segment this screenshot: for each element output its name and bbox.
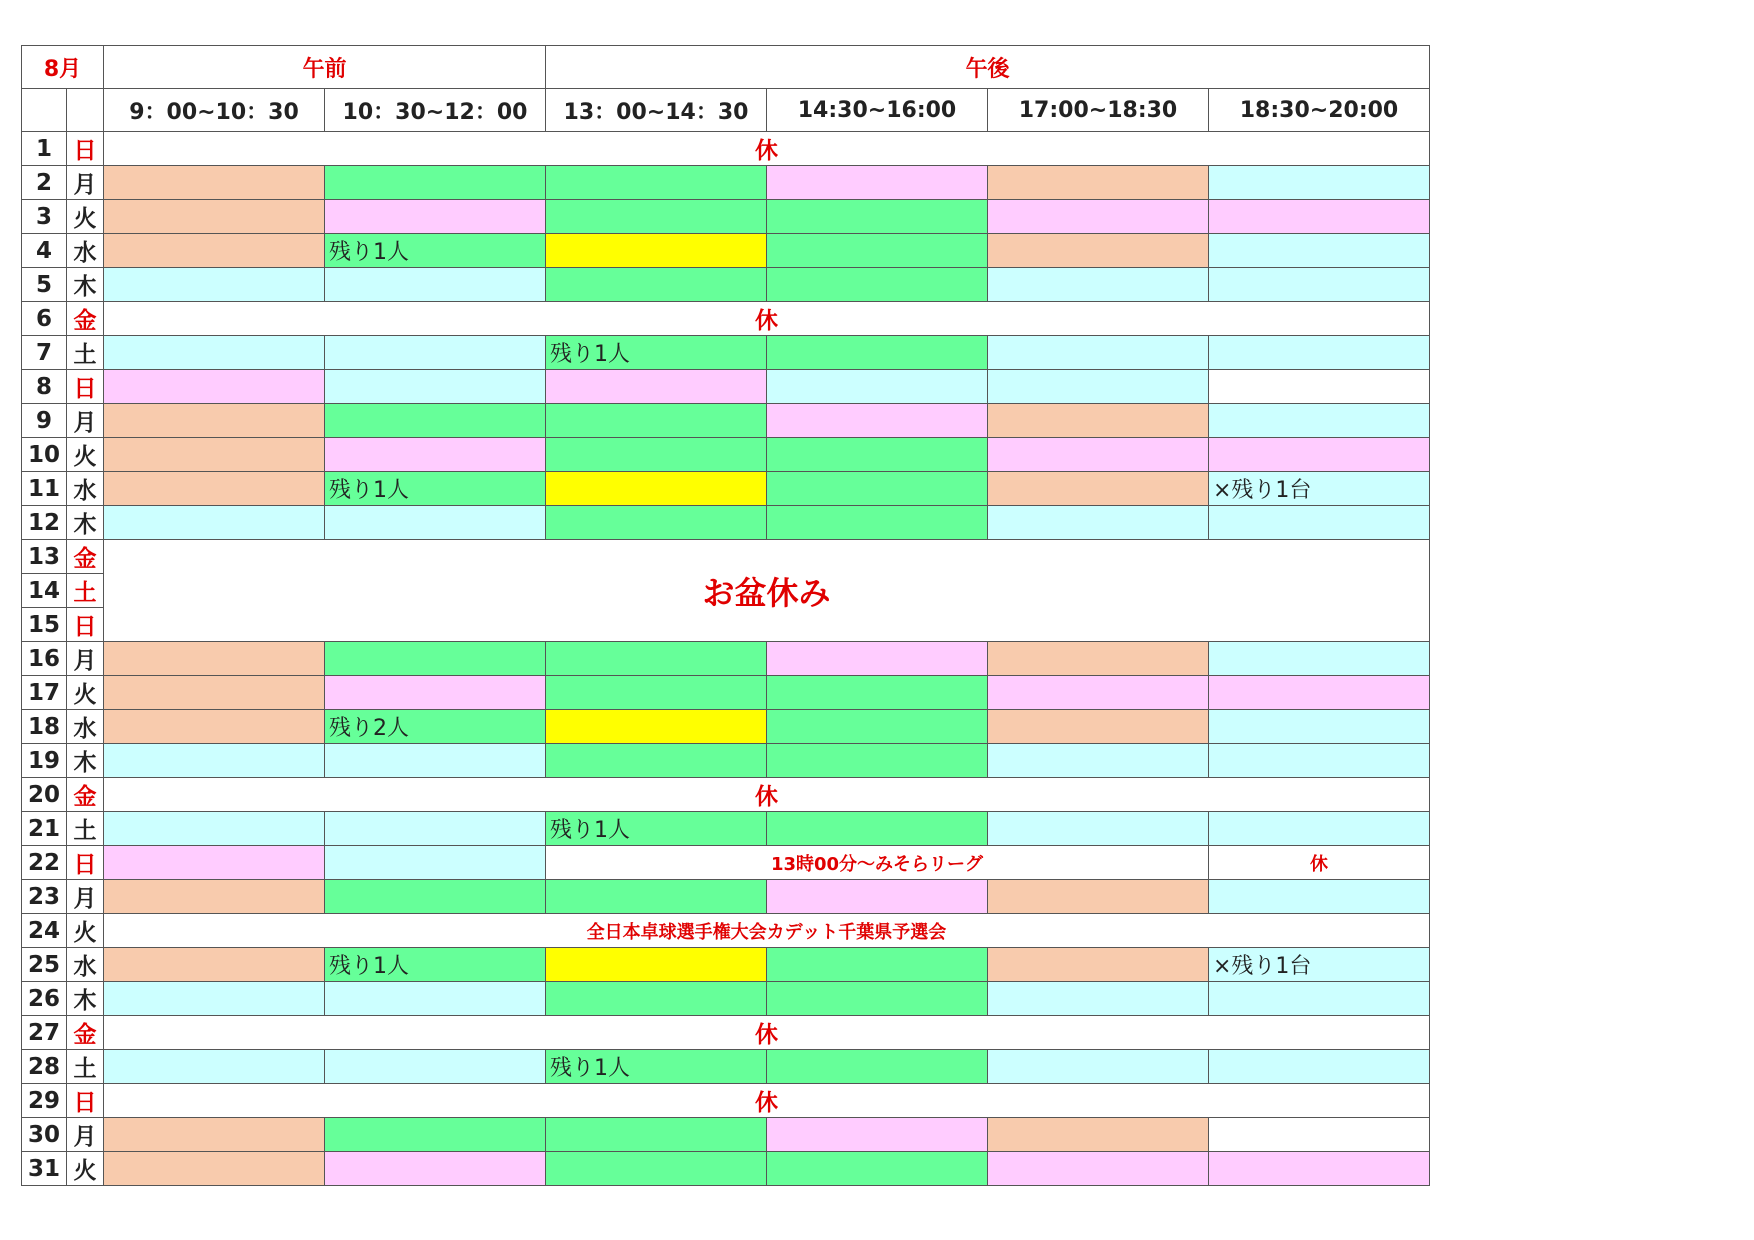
blank-header (67, 89, 104, 132)
slot-cell[interactable] (104, 642, 325, 676)
slot-cell[interactable] (988, 506, 1209, 540)
slot-header: 14:30~16:00 (767, 89, 988, 132)
day-number: 5 (22, 268, 67, 302)
day-row (22, 710, 1430, 744)
slot-cell[interactable] (325, 642, 546, 676)
slot-cell[interactable] (988, 880, 1209, 914)
slot-cell[interactable] (767, 166, 988, 200)
weekday-label: 日 (67, 1084, 104, 1118)
day-number: 3 (22, 200, 67, 234)
slot-cell[interactable] (988, 1050, 1209, 1084)
day-row (22, 744, 1430, 778)
slot-cell[interactable] (767, 472, 988, 506)
slot-cell[interactable] (325, 370, 546, 404)
slot-cell[interactable] (546, 1118, 767, 1152)
slot-cell[interactable] (325, 1152, 546, 1186)
slot-cell[interactable] (325, 336, 546, 370)
weekday-label: 木 (67, 506, 104, 540)
slot-cell[interactable] (767, 404, 988, 438)
closed-label: 休 (104, 1084, 1430, 1118)
slot-cell[interactable] (767, 268, 988, 302)
day-number: 15 (22, 608, 67, 642)
day-number: 4 (22, 234, 67, 268)
day-row (22, 336, 1430, 370)
slot-cell[interactable] (988, 676, 1209, 710)
slot-cell[interactable] (104, 710, 325, 744)
slot-cell[interactable] (1209, 404, 1430, 438)
day-row (22, 1050, 1430, 1084)
slot-cell[interactable] (767, 1152, 988, 1186)
weekday-label: 月 (67, 166, 104, 200)
day-number: 26 (22, 982, 67, 1016)
slot-cell[interactable] (1209, 744, 1430, 778)
slot-cell[interactable] (988, 404, 1209, 438)
day-number: 14 (22, 574, 67, 608)
slot-cell[interactable] (104, 880, 325, 914)
slot-cell[interactable] (104, 744, 325, 778)
slot-cell[interactable] (546, 642, 767, 676)
slot-cell[interactable] (104, 846, 325, 880)
slot-cell[interactable] (104, 404, 325, 438)
day-number: 31 (22, 1152, 67, 1186)
slot-cell[interactable] (988, 200, 1209, 234)
slot-cell[interactable] (767, 982, 988, 1016)
day-row (22, 268, 1430, 302)
slot-cell[interactable]: 残り2人 (325, 710, 546, 744)
weekday-label: 土 (67, 1050, 104, 1084)
day-number: 11 (22, 472, 67, 506)
day-number: 24 (22, 914, 67, 948)
slot-cell[interactable] (104, 472, 325, 506)
day-row (22, 812, 1430, 846)
slot-cell[interactable] (325, 438, 546, 472)
day-row (22, 914, 1430, 948)
slot-cell[interactable] (325, 812, 546, 846)
slot-cell[interactable] (546, 438, 767, 472)
day-number: 2 (22, 166, 67, 200)
slot-header: 10：30~12：00 (325, 89, 546, 132)
slot-cell[interactable] (104, 1118, 325, 1152)
slot-cell[interactable] (325, 506, 546, 540)
weekday-label: 月 (67, 404, 104, 438)
month-label: 8月 (22, 46, 104, 89)
slot-cell[interactable] (104, 370, 325, 404)
slot-cell[interactable] (104, 268, 325, 302)
header-row-slots (22, 89, 1430, 132)
day-number: 6 (22, 302, 67, 336)
day-row (22, 880, 1430, 914)
slot-cell[interactable] (325, 982, 546, 1016)
slot-cell[interactable] (104, 506, 325, 540)
day-row (22, 404, 1430, 438)
day-row (22, 472, 1430, 506)
slot-cell[interactable] (546, 1152, 767, 1186)
afternoon-header: 午後 (546, 46, 1430, 89)
slot-cell[interactable] (546, 710, 767, 744)
slot-cell[interactable] (325, 1050, 546, 1084)
slot-cell[interactable] (1209, 1118, 1430, 1152)
slot-cell[interactable] (767, 676, 988, 710)
slot-cell[interactable] (1209, 268, 1430, 302)
slot-cell[interactable] (988, 268, 1209, 302)
slot-cell[interactable] (546, 744, 767, 778)
slot-cell[interactable] (325, 166, 546, 200)
day-row (22, 1118, 1430, 1152)
weekday-label: 火 (67, 200, 104, 234)
slot-cell[interactable] (104, 812, 325, 846)
slot-cell[interactable] (104, 982, 325, 1016)
slot-cell[interactable] (988, 812, 1209, 846)
event-label: 13時00分～みそらリーグ (546, 846, 1209, 880)
slot-cell[interactable] (546, 404, 767, 438)
day-row (22, 302, 1430, 336)
weekday-label: 水 (67, 234, 104, 268)
slot-cell[interactable] (1209, 1152, 1430, 1186)
weekday-label: 日 (67, 370, 104, 404)
slot-cell[interactable] (767, 1050, 988, 1084)
day-number: 13 (22, 540, 67, 574)
slot-cell[interactable] (988, 948, 1209, 982)
weekday-label: 金 (67, 778, 104, 812)
slot-cell[interactable]: 残り1人 (546, 812, 767, 846)
slot-cell[interactable] (767, 370, 988, 404)
day-number: 30 (22, 1118, 67, 1152)
slot-cell[interactable]: 残り1人 (325, 234, 546, 268)
day-row (22, 540, 1430, 574)
slot-cell[interactable] (988, 1152, 1209, 1186)
blank-header (22, 89, 67, 132)
slot-cell[interactable] (767, 812, 988, 846)
slot-cell[interactable]: ×残り1台 (1209, 948, 1430, 982)
day-row (22, 1152, 1430, 1186)
slot-cell[interactable] (1209, 506, 1430, 540)
day-row (22, 132, 1430, 166)
slot-cell[interactable]: 残り1人 (546, 1050, 767, 1084)
day-row (22, 846, 1430, 880)
weekday-label: 木 (67, 982, 104, 1016)
slot-cell[interactable] (1209, 676, 1430, 710)
slot-cell[interactable] (1209, 370, 1430, 404)
slot-cell[interactable] (104, 166, 325, 200)
slot-cell[interactable] (1209, 234, 1430, 268)
slot-cell[interactable] (325, 846, 546, 880)
day-row (22, 1016, 1430, 1050)
day-number: 20 (22, 778, 67, 812)
weekday-label: 水 (67, 710, 104, 744)
slot-cell[interactable] (767, 710, 988, 744)
header-row-periods (22, 46, 1430, 89)
slot-cell[interactable] (104, 234, 325, 268)
slot-cell[interactable] (988, 710, 1209, 744)
day-number: 7 (22, 336, 67, 370)
day-row (22, 166, 1430, 200)
slot-cell[interactable] (325, 676, 546, 710)
slot-cell[interactable] (767, 438, 988, 472)
slot-cell[interactable] (767, 948, 988, 982)
slot-cell[interactable] (988, 234, 1209, 268)
slot-cell[interactable] (1209, 336, 1430, 370)
slot-cell[interactable] (1209, 1050, 1430, 1084)
day-row (22, 506, 1430, 540)
slot-cell[interactable] (104, 676, 325, 710)
slot-cell[interactable] (767, 336, 988, 370)
slot-cell[interactable] (546, 268, 767, 302)
weekday-label: 木 (67, 268, 104, 302)
slot-cell[interactable] (1209, 642, 1430, 676)
weekday-label: 水 (67, 472, 104, 506)
closed-label: 全日本卓球選手権大会カデット千葉県予選会 (104, 914, 1430, 948)
day-number: 12 (22, 506, 67, 540)
slot-cell[interactable] (104, 200, 325, 234)
slot-cell[interactable] (988, 472, 1209, 506)
slot-cell[interactable] (546, 676, 767, 710)
weekday-label: 火 (67, 438, 104, 472)
slot-cell[interactable] (1209, 812, 1430, 846)
day-row (22, 1084, 1430, 1118)
slot-cell[interactable] (767, 1118, 988, 1152)
slot-cell[interactable] (767, 506, 988, 540)
schedule-table (21, 45, 1430, 1186)
day-row (22, 642, 1430, 676)
weekday-label: 月 (67, 1118, 104, 1152)
day-number: 19 (22, 744, 67, 778)
day-number: 23 (22, 880, 67, 914)
day-row (22, 778, 1430, 812)
obon-closed-label: お盆休み (104, 540, 1430, 642)
weekday-label: 火 (67, 914, 104, 948)
slot-cell[interactable]: 残り1人 (325, 472, 546, 506)
slot-header: 17:00~18:30 (988, 89, 1209, 132)
day-number: 22 (22, 846, 67, 880)
slot-cell[interactable] (1209, 200, 1430, 234)
slot-cell[interactable] (546, 472, 767, 506)
slot-cell[interactable] (325, 404, 546, 438)
day-number: 16 (22, 642, 67, 676)
slot-cell[interactable] (1209, 880, 1430, 914)
slot-cell[interactable] (988, 744, 1209, 778)
slot-header: 18:30~20:00 (1209, 89, 1430, 132)
day-number: 18 (22, 710, 67, 744)
day-number: 10 (22, 438, 67, 472)
slot-cell[interactable]: ×残り1台 (1209, 472, 1430, 506)
slot-header: 13：00~14：30 (546, 89, 767, 132)
day-row (22, 370, 1430, 404)
slot-cell[interactable] (1209, 438, 1430, 472)
slot-cell[interactable] (988, 166, 1209, 200)
slot-cell[interactable] (1209, 710, 1430, 744)
slot-cell[interactable]: 残り1人 (546, 336, 767, 370)
weekday-label: 日 (67, 846, 104, 880)
slot-cell[interactable] (767, 880, 988, 914)
weekday-label: 金 (67, 540, 104, 574)
weekday-label: 金 (67, 1016, 104, 1050)
day-number: 27 (22, 1016, 67, 1050)
weekday-label: 土 (67, 812, 104, 846)
slot-cell[interactable] (104, 948, 325, 982)
slot-cell[interactable] (546, 166, 767, 200)
day-number: 9 (22, 404, 67, 438)
day-number: 1 (22, 132, 67, 166)
slot-cell[interactable] (1209, 166, 1430, 200)
weekday-label: 木 (67, 744, 104, 778)
day-row (22, 438, 1430, 472)
slot-cell[interactable] (325, 744, 546, 778)
slot-cell[interactable] (104, 1152, 325, 1186)
weekday-label: 火 (67, 676, 104, 710)
day-row (22, 200, 1430, 234)
slot-cell[interactable] (988, 438, 1209, 472)
slot-cell[interactable] (988, 982, 1209, 1016)
closed-label: 休 (104, 132, 1430, 166)
day-number: 29 (22, 1084, 67, 1118)
slot-cell[interactable] (546, 506, 767, 540)
day-row (22, 234, 1430, 268)
day-number: 21 (22, 812, 67, 846)
slot-cell[interactable] (767, 200, 988, 234)
day-row (22, 676, 1430, 710)
slot-cell[interactable] (546, 200, 767, 234)
weekday-label: 月 (67, 642, 104, 676)
slot-cell[interactable] (104, 1050, 325, 1084)
slot-cell[interactable] (767, 234, 988, 268)
slot-cell[interactable] (325, 880, 546, 914)
slot-cell[interactable] (767, 642, 988, 676)
weekday-label: 土 (67, 336, 104, 370)
slot-cell[interactable] (325, 268, 546, 302)
weekday-label: 土 (67, 574, 104, 608)
slot-cell[interactable] (546, 948, 767, 982)
day-row (22, 982, 1430, 1016)
slot-cell[interactable] (546, 982, 767, 1016)
weekday-label: 火 (67, 1152, 104, 1186)
weekday-label: 日 (67, 608, 104, 642)
slot-cell[interactable] (988, 1118, 1209, 1152)
slot-cell[interactable] (767, 744, 988, 778)
closed-label: 休 (1209, 846, 1430, 880)
slot-cell[interactable] (325, 200, 546, 234)
weekday-label: 日 (67, 132, 104, 166)
slot-cell[interactable] (104, 438, 325, 472)
day-number: 17 (22, 676, 67, 710)
day-row (22, 948, 1430, 982)
weekday-label: 水 (67, 948, 104, 982)
slot-cell[interactable] (546, 234, 767, 268)
slot-cell[interactable] (1209, 982, 1430, 1016)
slot-cell[interactable] (988, 336, 1209, 370)
closed-label: 休 (104, 778, 1430, 812)
slot-cell[interactable] (104, 336, 325, 370)
day-number: 28 (22, 1050, 67, 1084)
closed-label: 休 (104, 302, 1430, 336)
slot-cell[interactable] (988, 370, 1209, 404)
weekday-label: 金 (67, 302, 104, 336)
slot-cell[interactable] (546, 370, 767, 404)
day-number: 8 (22, 370, 67, 404)
slot-cell[interactable]: 残り1人 (325, 948, 546, 982)
closed-label: 休 (104, 1016, 1430, 1050)
slot-cell[interactable] (988, 642, 1209, 676)
slot-cell[interactable] (325, 1118, 546, 1152)
morning-header: 午前 (104, 46, 546, 89)
weekday-label: 月 (67, 880, 104, 914)
day-number: 25 (22, 948, 67, 982)
slot-cell[interactable] (546, 880, 767, 914)
slot-header: 9：00~10：30 (104, 89, 325, 132)
